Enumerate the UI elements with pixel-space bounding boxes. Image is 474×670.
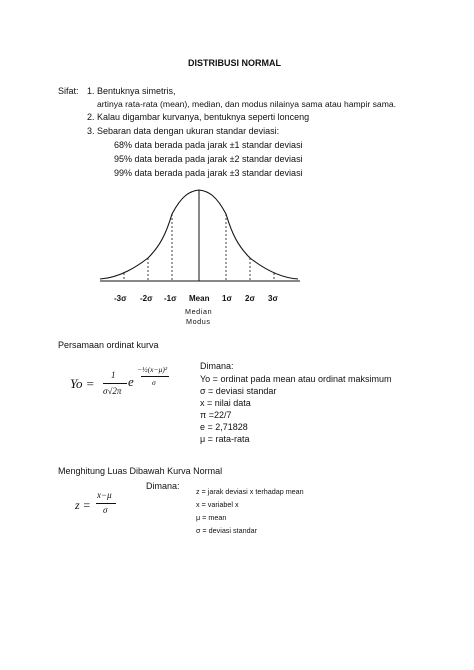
ordinat-def-pi: π =22/7 [200,410,232,420]
z-formula-denominator: σ [103,505,108,515]
luas-def-sigma: σ = deviasi standar [196,526,257,535]
ordinat-dimana-title: Dimana: [200,361,234,371]
z-formula-numerator: x−μ [97,490,112,500]
formula-exponent: −½(x−μ)² [137,365,168,374]
formula-exponent-denominator: σ [152,378,156,387]
ordinat-heading: Persamaan ordinat kurva [58,340,159,350]
sifat-item-2-text: Kalau digambar kurvanya, bentuknya seperti lonceng [97,112,310,122]
sifat-item-3-num: 3. [87,126,95,136]
luas-def-x: x = variabel x [196,500,239,509]
sifat-label: Sifat: [58,86,79,96]
ordinat-def-e: e = 2,71828 [200,422,248,432]
percentage-68: 68% data berada pada jarak ±1 standar deviasi [114,140,303,150]
tick-median: Median [185,307,213,316]
tick-plus-1sigma: 1σ [222,294,232,303]
ordinat-def-yo: Yo = ordinat pada mean atau ordinat maksimum [200,374,392,384]
luas-dimana-title: Dimana: [146,481,180,491]
formula-lhs: Yo = [70,376,95,391]
z-formula-fraction-bar [96,503,116,504]
tick-minus-1sigma: -1σ [164,294,177,303]
sifat-item-1-continuation: artinya rata-rata (mean), median, dan modus nilainya sama atau hampir sama. [97,99,397,109]
tick-minus-2sigma: -2σ [140,294,153,303]
tick-plus-2sigma: 2σ [245,294,255,303]
luas-def-z: z = jarak deviasi x terhadap mean [196,487,304,496]
sifat-item-1-num: 1. [87,86,95,96]
tick-mean: Mean [189,294,210,303]
z-formula-lhs: z = [75,498,91,512]
luas-def-mu: μ = mean [196,513,227,522]
formula-fraction-bar [103,383,127,384]
sifat-item-1-text: Bentuknya simetris, [97,86,176,96]
luas-heading: Menghitung Luas Dibawah Kurva Normal [58,466,223,476]
tick-plus-3sigma: 3σ [268,294,278,303]
percentage-99: 99% data berada pada jarak ±3 standar deviasi [114,168,303,178]
tick-modus: Modus [186,317,211,326]
ordinat-def-sigma: σ = deviasi standar [200,386,277,396]
ordinat-def-x: x = nilai data [200,398,251,408]
percentage-95: 95% data berada pada jarak ±2 standar deviasi [114,154,303,164]
sifat-item-3-text: Sebaran data dengan ukuran standar deviasi: [97,126,280,136]
sifat-item-2-num: 2. [87,112,95,122]
ordinat-def-mu: μ = rata-rata [200,434,250,444]
formula-denominator: σ√2π [103,386,122,396]
page-title: DISTRIBUSI NORMAL [188,58,281,68]
formula-base-e: e [128,374,134,389]
formula-numerator: 1 [111,370,116,380]
tick-minus-3sigma: -3σ [114,294,127,303]
formula-exponent-bar [141,376,169,377]
